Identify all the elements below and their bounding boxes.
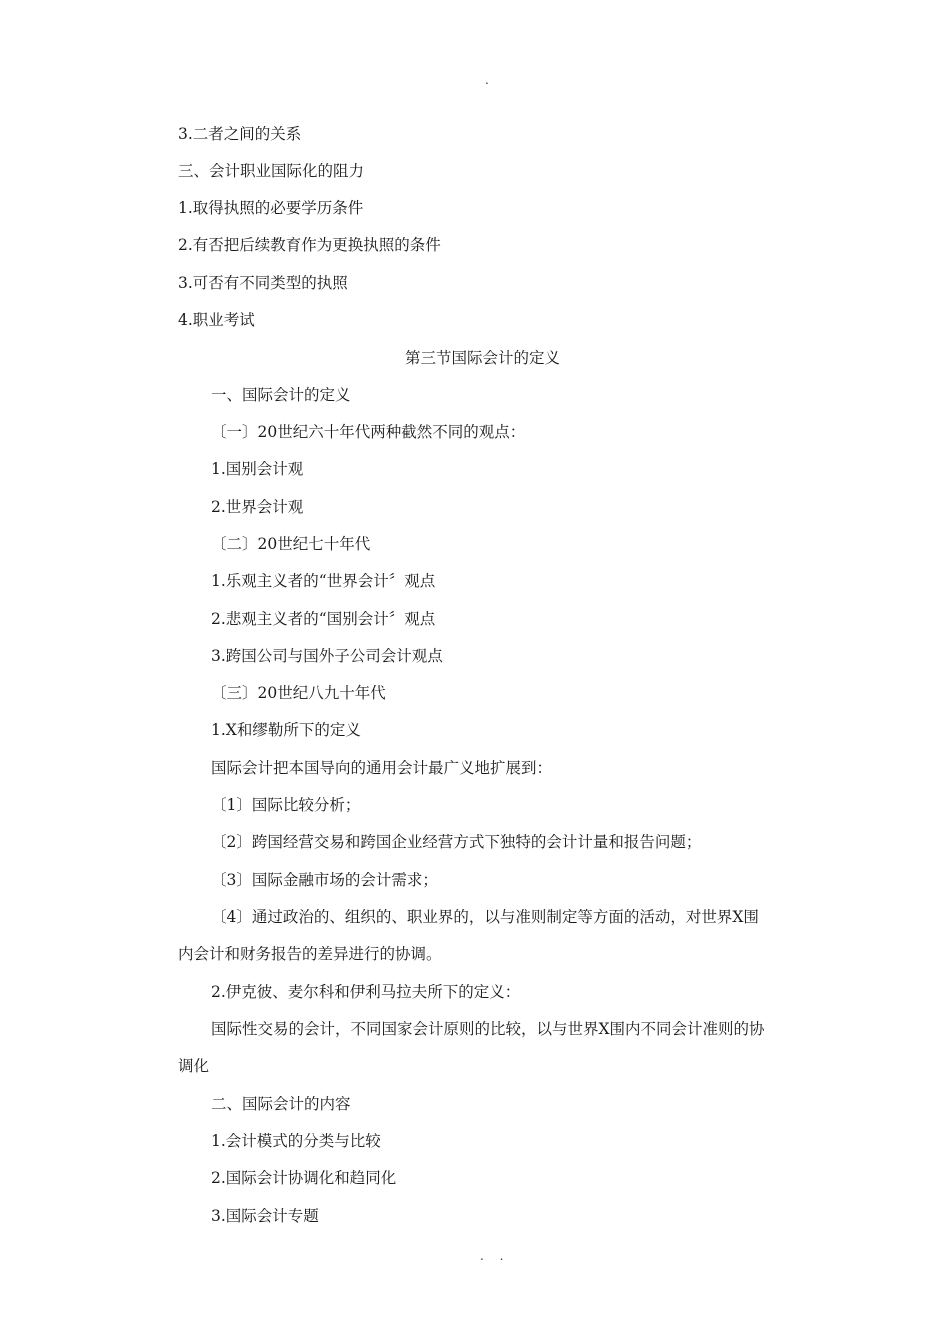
list-item: 〔4〕通过政治的、组织的、职业界的，以与准则制定等方面的活动，对世界X围 <box>211 908 759 926</box>
text-line: 2.悲观主义者的“国别会计〞观点 <box>211 610 436 628</box>
header-mark: . <box>485 73 489 87</box>
subsection-heading: 〔三〕20世纪八九十年代 <box>211 684 386 702</box>
text-line: 4.职业考试 <box>178 311 255 329</box>
list-item-continuation: 内会计和财务报告的差异进行的协调。 <box>178 945 442 963</box>
list-item: 〔1〕国际比较分析； <box>211 796 361 814</box>
subsection-heading: 〔一〕20世纪六十年代两种截然不同的观点： <box>211 423 526 441</box>
list-item: 〔2〕跨国经营交易和跨国企业经营方式下独特的会计计量和报告问题； <box>211 833 702 851</box>
list-item: 〔3〕国际金融市场的会计需求； <box>211 871 438 889</box>
footer-mark: . . <box>480 1249 510 1263</box>
section-heading: 一、国际会计的定义 <box>211 386 351 404</box>
text-line: 1.乐观主义者的“世界会计〞观点 <box>211 572 436 590</box>
text-line: 2.世界会计观 <box>211 498 304 516</box>
text-line: 3.可否有不同类型的执照 <box>178 274 348 292</box>
text-line: 1.国别会计观 <box>211 460 304 478</box>
text-line: 1.会计模式的分类与比较 <box>211 1132 381 1150</box>
text-line: 1.取得执照的必要学历条件 <box>178 199 364 217</box>
text-line: 3.二者之间的关系 <box>178 125 302 143</box>
text-line: 3.跨国公司与国外子公司会计观点 <box>211 647 443 665</box>
paragraph-text: 国际性交易的会计，不同国家会计原则的比较，以与世界X围内不同会计准则的协 <box>211 1020 765 1038</box>
text-line: 2.伊克彼、麦尔科和伊利马拉夫所下的定义： <box>211 983 521 1001</box>
text-line: 1.X和缪勒所下的定义 <box>211 721 361 739</box>
paragraph-continuation: 调化 <box>178 1057 210 1075</box>
section-heading: 三、会计职业国际化的阻力 <box>178 162 365 180</box>
subsection-heading: 〔二〕20世纪七十年代 <box>211 535 371 553</box>
chapter-section-title: 第三节国际会计的定义 <box>404 349 560 367</box>
text-line: 3.国际会计专题 <box>211 1207 319 1225</box>
paragraph-text: 国际会计把本国导向的通用会计最广义地扩展到： <box>211 759 553 777</box>
text-line: 2.有否把后续教育作为更换执照的条件 <box>178 236 441 254</box>
section-heading: 二、国际会计的内容 <box>211 1095 351 1113</box>
text-line: 2.国际会计协调化和趋同化 <box>211 1169 397 1187</box>
